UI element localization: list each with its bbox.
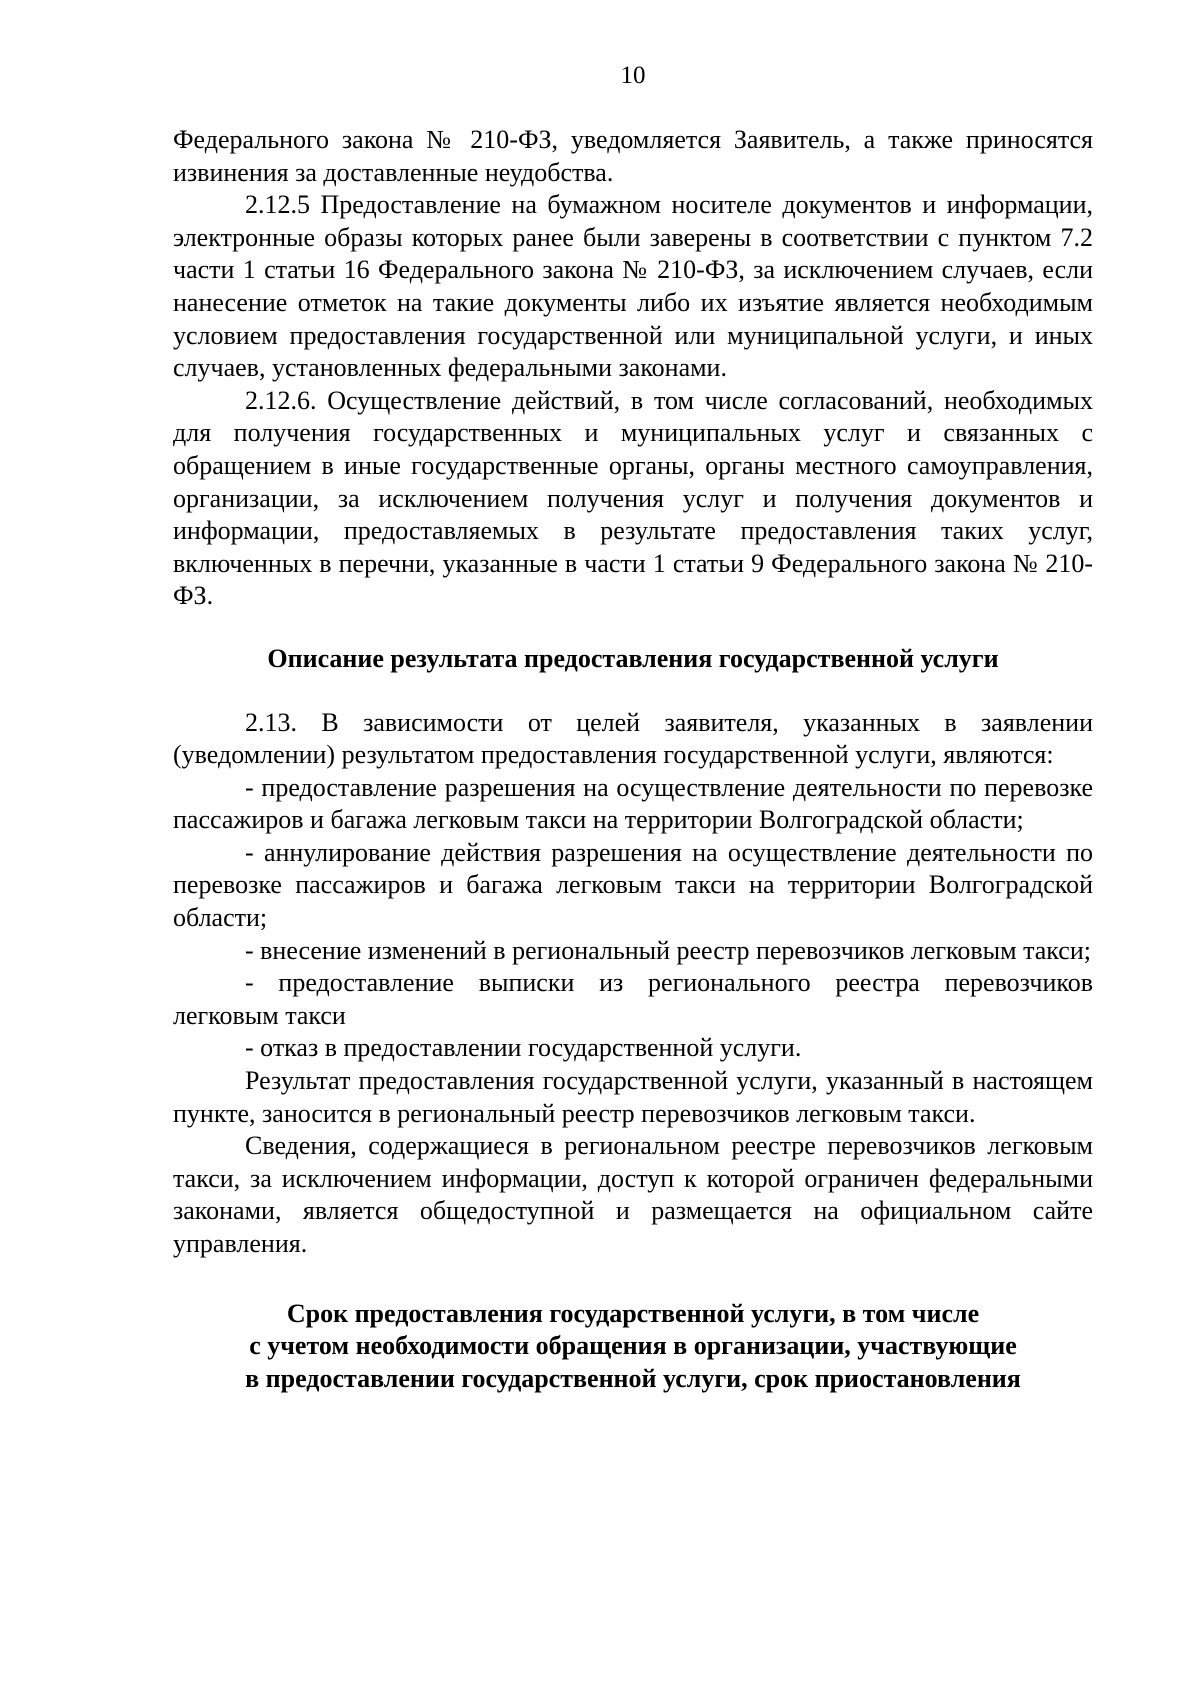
document-page [173, 60, 1093, 1395]
paragraph-2-12-5: 2.12.5 Предоставление на бумажном носителе документов и информации, электронные образы которых ранее были заверены в соответствии с пунктом 7.2 части 1 статьи 16 Федерального закона № 210-ФЗ, за исключением случаев, если нанесение отметок на такие документы либо их изъятие является необходимым условием предоставления государственной или муниципальной услуги, и иных случаев, установленных федеральными законами. [173, 190, 1093, 383]
section-heading-result-description: Описание результата предоставления государственной услуги [267, 643, 999, 673]
paragraph-result-entry: Результат предоставления государственной услуги, указанный в настоящем пункте, заносится в региональный реестр перевозчиков легковым такси. [173, 1066, 1093, 1128]
paragraph-continuation: Федерального закона № 210-ФЗ, уведомляется Заявитель, а также приносятся извинения за доставленные неудобства. [173, 125, 1093, 187]
page-number: 10 [620, 62, 646, 89]
section-heading-line: с учетом необходимости обращения в организации, участвующие [249, 1331, 1017, 1361]
list-item-registry-changes: - внесение изменений в региональный реестр перевозчиков легковым такси; [245, 935, 1091, 965]
section-heading-line: Срок предоставления государственной услуги, в том числе [286, 1298, 980, 1328]
section-heading-service-term [173, 1298, 1093, 1396]
list-item-service-refusal: - отказ в предоставлении государственной услуги. [245, 1033, 802, 1063]
paragraph-2-12-6: 2.12.6. Осуществление действий, в том числе согласований, необходимых для получения государственных и муниципальных услуг и связанных с обращением в иные государственные органы, органы местного самоуправления, организации, за исключением получения услуг и получения документов и информации, предоставляемых в результате предоставления таких услуг, включенных в перечни, указанные в части 1 статьи 9 Федерального закона № 210-ФЗ. [173, 385, 1093, 611]
list-item-registry-extract: - предоставление выписки из регионального реестра перевозчиков легковым такси [173, 968, 1093, 1030]
paragraph-2-13: 2.13. В зависимости от целей заявителя, указанных в заявлении (уведомлении) результатом предоставления государственной услуги, являются: [173, 707, 1093, 770]
section-heading-line: в предоставлении государственной услуги, срок приостановления [245, 1363, 1021, 1393]
list-item-permit-granting: - предоставление разрешения на осуществление деятельности по перевозке пассажиров и багажа легковым такси на территории Волгоградской области; [173, 772, 1093, 835]
paragraph-registry-public: Сведения, содержащиеся в региональном реестре перевозчиков легковым такси, за исключением информации, доступ к которой ограничен федеральными законами, является общедоступной и размещается на официальном сайте управления. [173, 1131, 1093, 1258]
list-item-permit-annulment: - аннулирование действия разрешения на осуществление деятельности по перевозке пассажиров и багажа легковым такси на территории Волгоградской области; [173, 837, 1093, 933]
